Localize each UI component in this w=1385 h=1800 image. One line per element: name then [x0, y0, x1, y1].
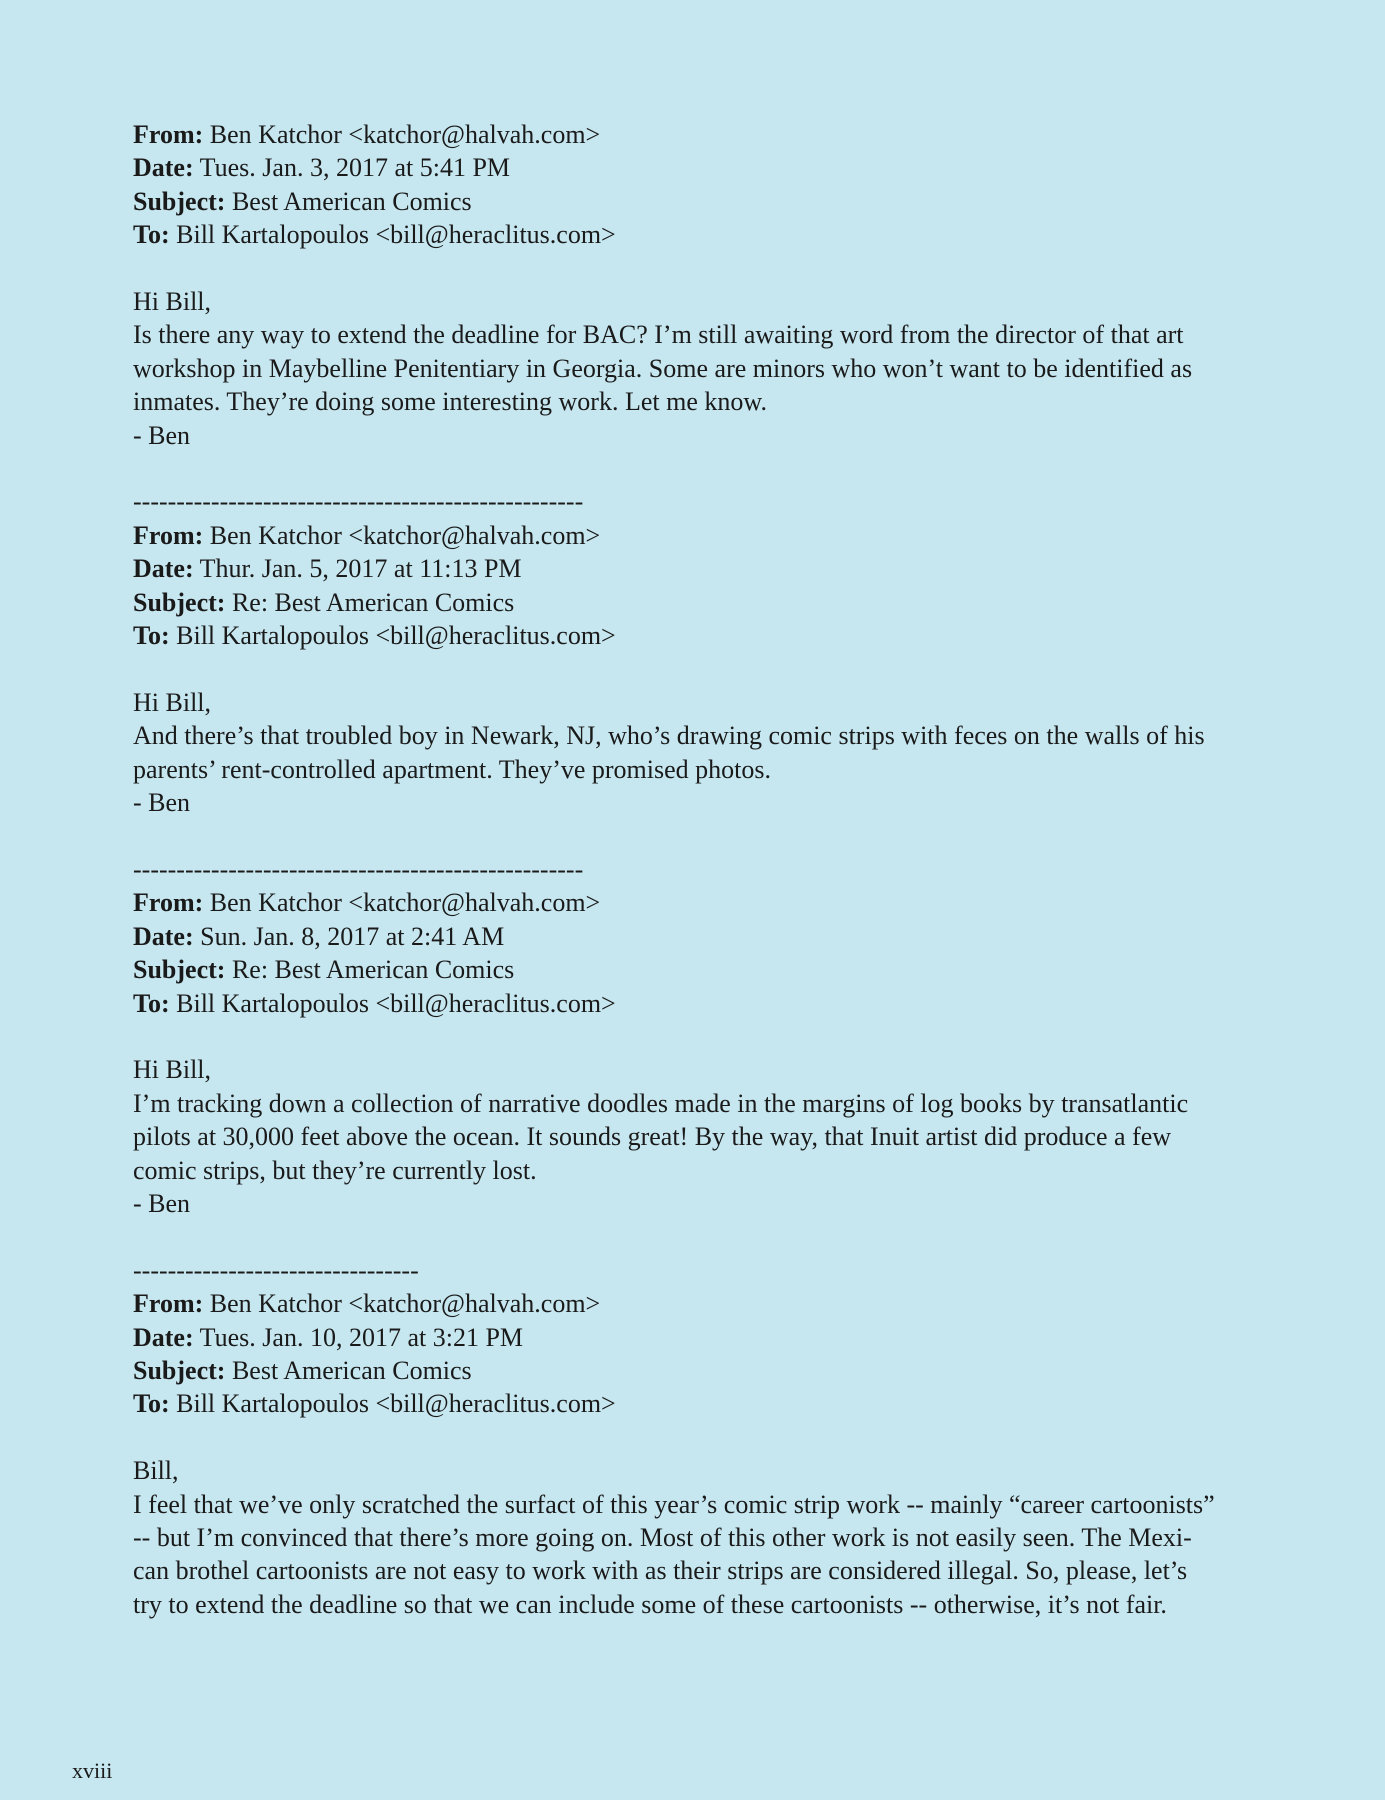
page-number: xviii [72, 1758, 113, 1783]
date-row [133, 151, 1293, 184]
to-label: To: [133, 220, 170, 250]
to-value: Bill Kartalopoulos <bill@heraclitus.com> [176, 220, 616, 250]
email-transcript [133, 118, 1293, 1621]
email-header [133, 118, 1293, 252]
date-value: Sun. Jan. 8, 2017 at 2:41 AM [200, 921, 505, 951]
email-header [133, 519, 1293, 653]
subject-label: Subject: [133, 587, 226, 617]
email-separator: ---------------------------------------------------- [133, 854, 584, 884]
from-label: From: [133, 120, 204, 149]
to-value: Bill Kartalopoulos <bill@heraclitus.com> [176, 988, 616, 1018]
date-value: Tues. Jan. 10, 2017 at 3:21 PM [199, 1322, 524, 1352]
email-greeting: Bill, [133, 1456, 179, 1486]
email-body-line: And there’s that troubled boy in Newark, NJ, who’s drawing comic strips with feces on the walls of his [133, 721, 1205, 751]
to-label: To: [133, 988, 170, 1018]
from-row [133, 1287, 1293, 1320]
date-label: Date: [133, 554, 194, 584]
email-4 [133, 1254, 1293, 1621]
email-body-line: workshop in Maybelline Penitentiary in Georgia. Some are minors who won’t want to be identified as [133, 353, 1193, 383]
date-row [133, 1321, 1293, 1354]
from-label: From: [133, 888, 204, 918]
date-label: Date: [133, 1322, 194, 1352]
email-header [133, 1287, 1293, 1421]
subject-label: Subject: [133, 186, 226, 216]
to-value: Bill Kartalopoulos <bill@heraclitus.com> [176, 621, 616, 651]
email-body-line: pilots at 30,000 feet above the ocean. It sounds great! By the way, that Inuit artist did produce a few [133, 1122, 1172, 1152]
subject-value: Best American Comics [231, 1355, 472, 1385]
subject-label: Subject: [133, 955, 226, 985]
subject-row [133, 1354, 1293, 1387]
date-value: Thur. Jan. 5, 2017 at 11:13 PM [199, 554, 522, 584]
to-row [133, 218, 1293, 251]
email-greeting: Hi Bill, [133, 287, 212, 317]
email-separator: --------------------------------- [133, 1255, 419, 1285]
email-body-line: -- but I’m convinced that there’s more going on. Most of this other work is not easily seen. The Mexi- [133, 1522, 1192, 1552]
email-body-line: Is there any way to extend the deadline for BAC? I’m still awaiting word from the director of that art [133, 320, 1184, 350]
email-signoff: - Ben [133, 788, 191, 818]
email-body-line: try to extend the deadline so that we can include some of these cartoonists -- otherwise, it’s not fair. [133, 1589, 1167, 1619]
from-value: Ben Katchor <katchor@halvah.com> [209, 120, 601, 149]
email-signoff: - Ben [133, 420, 191, 450]
subject-row [133, 586, 1293, 619]
subject-label: Subject: [133, 1355, 226, 1385]
from-label: From: [133, 520, 204, 550]
subject-row [133, 185, 1293, 218]
to-row [133, 987, 1293, 1020]
email-2 [133, 485, 1293, 819]
email-body-line: can brothel cartoonists are not easy to work with as their strips are considered illegal. So, please, let’s [133, 1556, 1188, 1586]
from-row [133, 118, 1293, 151]
to-value: Bill Kartalopoulos <bill@heraclitus.com> [176, 1389, 616, 1419]
email-greeting: Hi Bill, [133, 687, 212, 717]
to-label: To: [133, 621, 170, 651]
date-value: Tues. Jan. 3, 2017 at 5:41 PM [199, 153, 511, 183]
date-label: Date: [133, 921, 194, 951]
from-row [133, 886, 1293, 919]
from-value: Ben Katchor <katchor@halvah.com> [209, 1289, 601, 1319]
date-label: Date: [133, 153, 194, 183]
email-body-line: I’m tracking down a collection of narrative doodles made in the margins of log books by transatlantic [133, 1088, 1189, 1118]
email-greeting: Hi Bill, [133, 1055, 212, 1085]
to-row [133, 619, 1293, 652]
email-signoff: - Ben [133, 1188, 191, 1218]
email-body-line: I feel that we’ve only scratched the surfact of this year’s comic strip work -- mainly “career cartoonists” [133, 1489, 1215, 1519]
subject-value: Re: Best American Comics [231, 955, 515, 985]
date-row [133, 552, 1293, 585]
email-1 [133, 118, 1293, 452]
email-body-line: comic strips, but they’re currently lost. [133, 1155, 537, 1185]
subject-row [133, 953, 1293, 986]
email-body-line: parents’ rent-controlled apartment. They’ve promised photos. [133, 754, 772, 784]
subject-value: Best American Comics [231, 186, 472, 216]
from-label: From: [133, 1289, 204, 1319]
subject-value: Re: Best American Comics [231, 587, 515, 617]
email-header [133, 886, 1293, 1020]
to-row [133, 1387, 1293, 1420]
date-row [133, 920, 1293, 953]
to-label: To: [133, 1389, 170, 1419]
from-row [133, 519, 1293, 552]
email-separator: ---------------------------------------------------- [133, 487, 584, 517]
from-value: Ben Katchor <katchor@halvah.com> [209, 888, 601, 918]
email-3 [133, 853, 1293, 1220]
email-body-line: inmates. They’re doing some interesting work. Let me know. [133, 387, 767, 417]
from-value: Ben Katchor <katchor@halvah.com> [209, 520, 601, 550]
